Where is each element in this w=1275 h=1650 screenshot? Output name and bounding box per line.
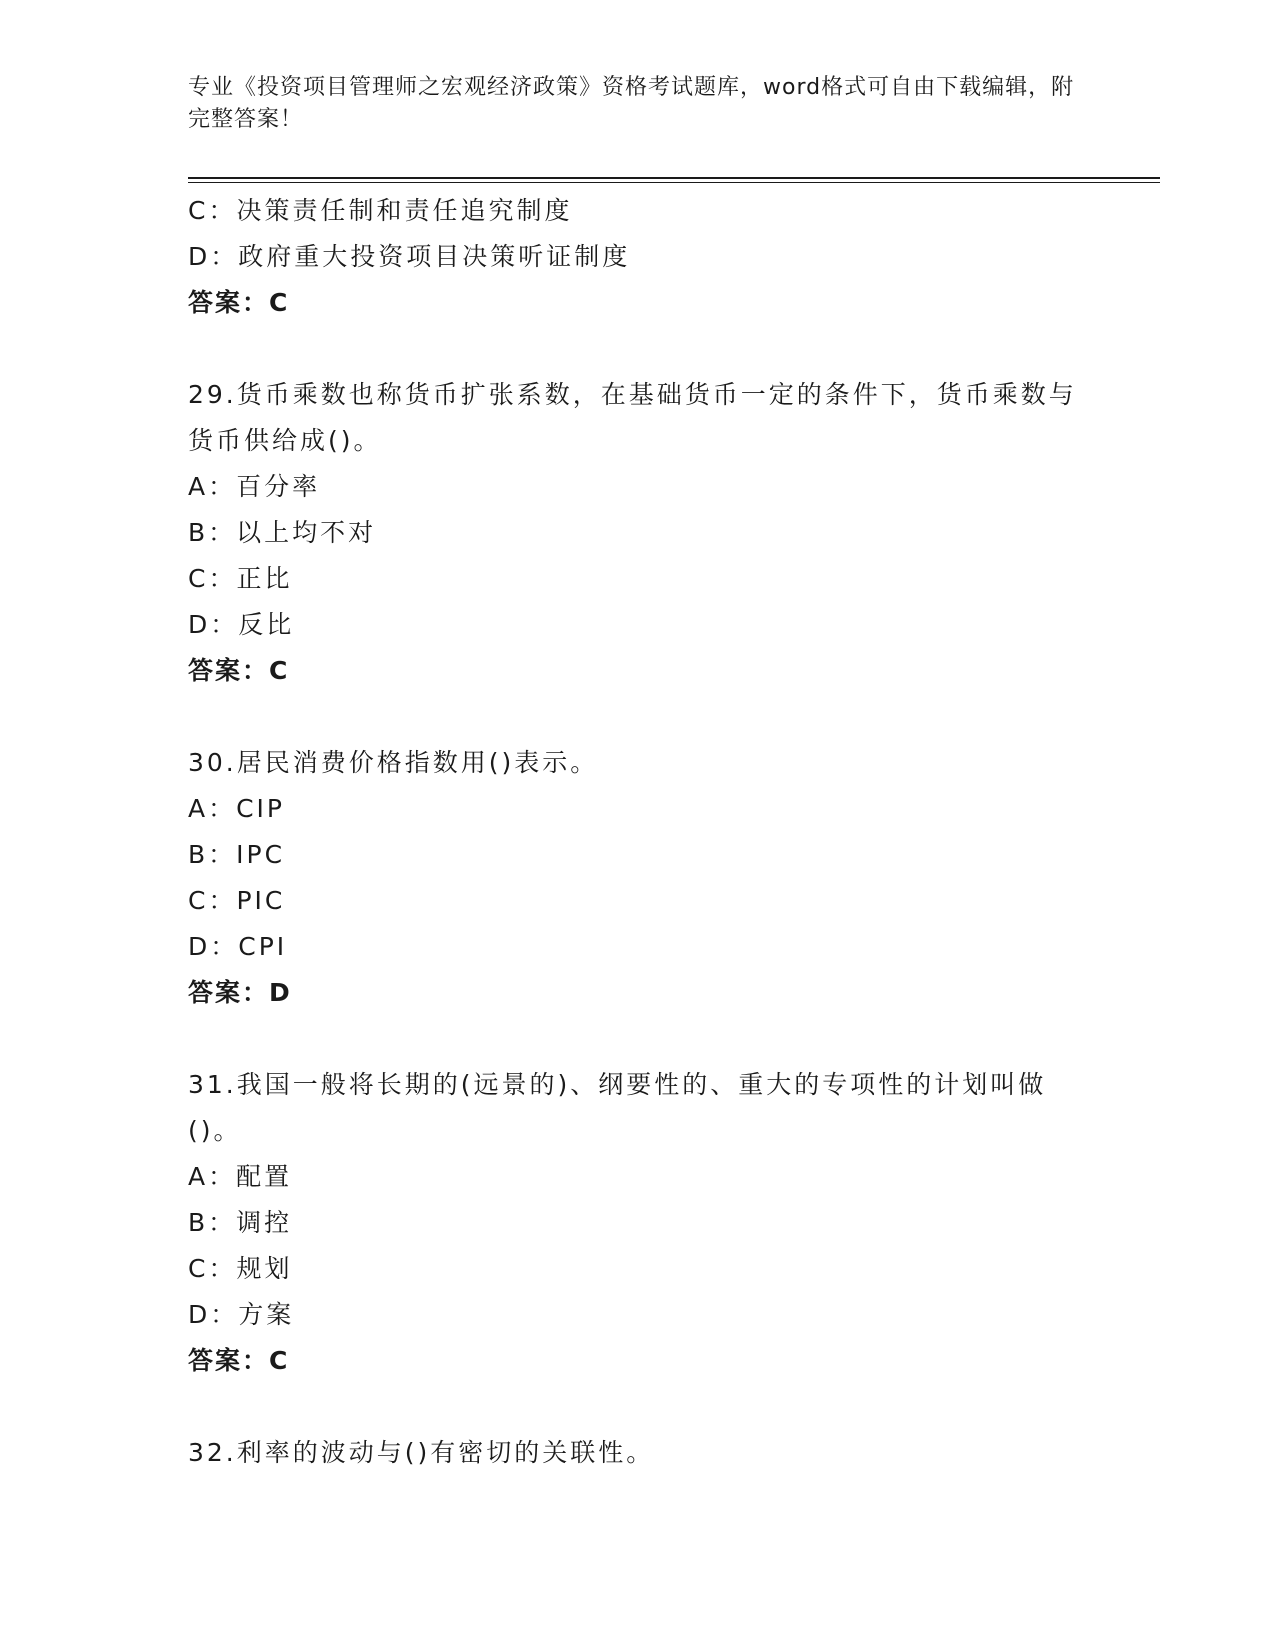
spacer [188,694,1088,740]
option-d: D：CPI [188,932,288,961]
answer-line: 答案：C [188,656,290,685]
option-b: B：调控 [188,1208,293,1237]
question-stem: 32.利率的波动与()有密切的关联性。 [188,1438,655,1467]
option-c: C：正比 [188,564,293,593]
answer-line: 答案：C [188,288,290,317]
question-content [188,188,1088,1476]
option-a: A：百分率 [188,472,321,501]
document-header [188,72,1088,136]
question-31 [188,1062,1088,1384]
question-29 [188,372,1088,694]
option-b: B：以上均不对 [188,518,377,547]
question-stem: 31.我国一般将长期的(远景的)、纲要性的、重大的专项性的计划叫做()。 [188,1070,1047,1145]
question-stem: 29.货币乘数也称货币扩张系数，在基础货币一定的条件下，货币乘数与货币供给成()。 [188,380,1077,455]
answer-line: 答案：C [188,1346,290,1375]
spacer [188,1384,1088,1430]
spacer [188,1016,1088,1062]
header-rule-thick [188,177,1160,179]
option-c: C：规划 [188,1254,293,1283]
option-d: D：反比 [188,610,295,639]
option-c: C：决策责任制和责任追究制度 [188,196,573,225]
question-30 [188,740,1088,1016]
question-stem: 30.居民消费价格指数用()表示。 [188,748,599,777]
option-a: A：CIP [188,794,286,823]
header-rule-thin [188,182,1160,183]
header-text: 专业《投资项目管理师之宏观经济政策》资格考试题库，word格式可自由下载编辑，附完整答案！ [188,75,1075,132]
option-a: A：配置 [188,1162,293,1191]
option-b: B：IPC [188,840,286,869]
spacer [188,326,1088,372]
question-32 [188,1430,1088,1476]
option-d: D：方案 [188,1300,295,1329]
option-c: C：PIC [188,886,286,915]
option-d: D：政府重大投资项目决策听证制度 [188,242,631,271]
answer-line: 答案：D [188,978,292,1007]
